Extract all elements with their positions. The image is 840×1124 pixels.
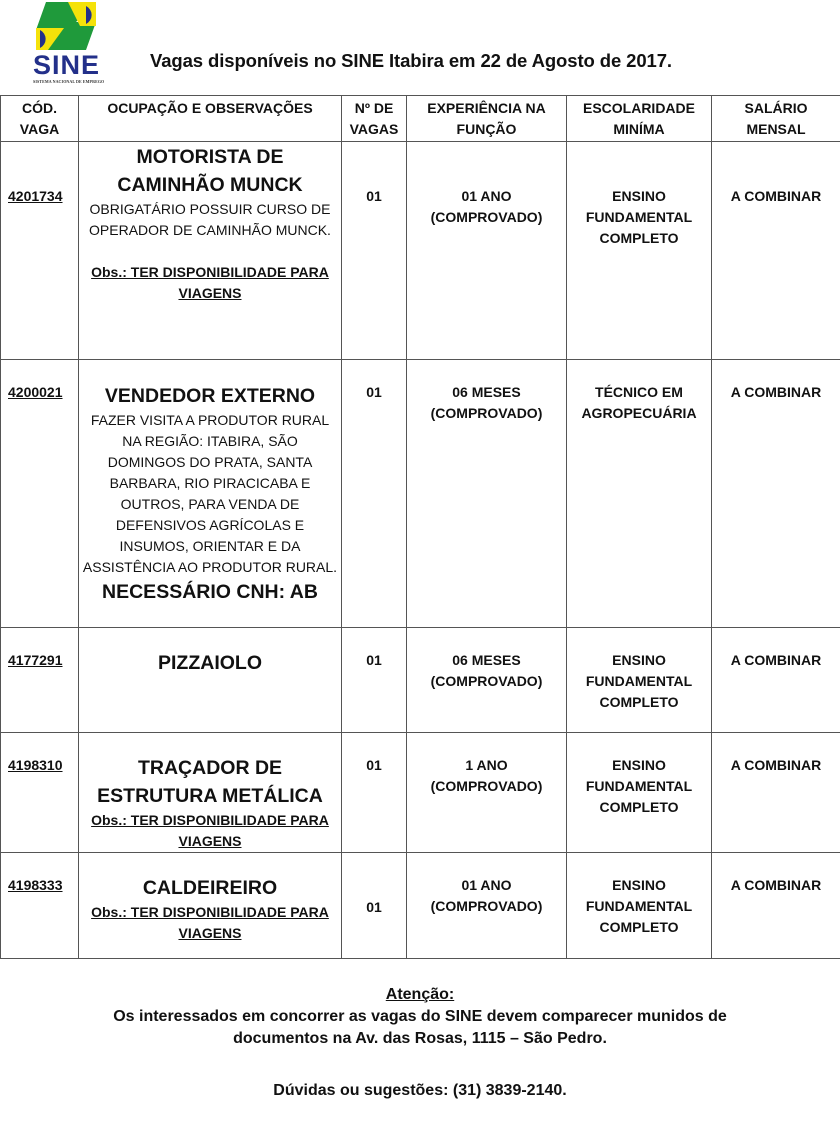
occupation-observation: Obs.: TER DISPONIBILIDADE PARA VIAGENS xyxy=(91,264,329,301)
table-row xyxy=(1,853,840,959)
header-salary: SALÁRIO MENSAL xyxy=(712,96,840,142)
table-header-row xyxy=(1,96,840,142)
occupation-requirement: NECESSÁRIO CNH: AB xyxy=(102,581,318,603)
occupation-description: FAZER VISITA A PRODUTOR RURAL NA REGIÃO: ITABIRA, SÃO DOMINGOS DO PRATA, SANTA BARBARA, RIO PIRACICABA E OUTROS, PARA VENDA DE DEFENSIVOS AGRÍCOLAS E INSUMOS, ORIENTAR E DA ASSISTÊNCIA AO PRODUTOR RURAL. xyxy=(82,412,338,575)
salary-cell: A COMBINAR xyxy=(712,733,840,853)
job-code-link[interactable]: 4200021 xyxy=(1,360,79,628)
table-row xyxy=(1,628,840,733)
occupation-cell xyxy=(79,733,342,853)
experience-cell: 1 ANO (COMPROVADO) xyxy=(407,733,567,853)
experience-cell: 01 ANO (COMPROVADO) xyxy=(407,142,567,360)
salary-cell: A COMBINAR xyxy=(712,628,840,733)
occupation-title: TRAÇADOR DE ESTRUTURA METÁLICA xyxy=(97,757,323,807)
vacancy-count: 01 xyxy=(342,142,407,360)
logo-subtitle: SISTEMA NACIONAL DE EMPREGO xyxy=(33,79,105,84)
education-cell: ENSINO FUNDAMENTAL COMPLETO xyxy=(567,142,712,360)
table-row xyxy=(1,733,840,853)
experience-cell: 06 MESES (COMPROVADO) xyxy=(407,360,567,628)
salary-cell: A COMBINAR xyxy=(712,853,840,959)
table-row xyxy=(1,360,840,628)
header-count: Nº DE VAGAS xyxy=(342,96,407,142)
occupation-cell xyxy=(79,628,342,733)
occupation-observation: Obs.: TER DISPONIBILIDADE PARA VIAGENS xyxy=(91,812,329,849)
education-cell: ENSINO FUNDAMENTAL COMPLETO xyxy=(567,853,712,959)
table-row xyxy=(1,142,840,360)
header-education: ESCOLARIDADE MINÍMA xyxy=(567,96,712,142)
occupation-title: PIZZAIOLO xyxy=(158,652,262,674)
vacancy-count: 01 xyxy=(342,360,407,628)
occupation-description: OBRIGATÁRIO POSSUIR CURSO DE OPERADOR DE CAMINHÃO MUNCK. xyxy=(89,201,331,238)
header-occupation: OCUPAÇÃO E OBSERVAÇÕES xyxy=(79,96,342,142)
logo-text: SINE xyxy=(33,50,101,80)
page-title: Vagas disponíveis no SINE Itabira em 22 de Agosto de 2017. xyxy=(150,50,672,71)
occupation-title: MOTORISTA DE CAMINHÃO MUNCK xyxy=(117,146,303,196)
attention-line-2: documentos na Av. das Rosas, 1115 – São Pedro. xyxy=(233,1030,607,1047)
attention-line-1: Os interessados em concorrer as vagas do SINE devem comparecer munidos de xyxy=(113,1008,727,1025)
header-experience: EXPERIÊNCIA NA FUNÇÃO xyxy=(407,96,567,142)
job-table xyxy=(0,95,840,959)
footer-notice xyxy=(0,984,840,1050)
experience-cell: 01 ANO (COMPROVADO) xyxy=(407,853,567,959)
experience-cell: 06 MESES (COMPROVADO) xyxy=(407,628,567,733)
occupation-title: CALDEIREIRO xyxy=(142,877,278,899)
vacancy-count: 01 xyxy=(342,628,407,733)
contact-info: Dúvidas ou sugestões: (31) 3839-2140. xyxy=(273,1082,567,1099)
vacancy-count: 01 xyxy=(342,733,407,853)
education-cell: ENSINO FUNDAMENTAL COMPLETO xyxy=(567,628,712,733)
job-code-link[interactable]: 4198333 xyxy=(1,853,79,959)
header-code: CÓD. VAGA xyxy=(1,96,79,142)
occupation-observation: Obs.: TER DISPONIBILIDADE PARA VIAGENS xyxy=(91,904,329,941)
salary-cell: A COMBINAR xyxy=(712,142,840,360)
occupation-cell xyxy=(79,142,342,360)
vacancy-count: 01 xyxy=(342,853,407,959)
job-code-link[interactable]: 4201734 xyxy=(1,142,79,360)
occupation-cell xyxy=(79,360,342,628)
education-cell: ENSINO FUNDAMENTAL COMPLETO xyxy=(567,733,712,853)
occupation-cell xyxy=(79,853,342,959)
job-code-link[interactable]: 4198310 xyxy=(1,733,79,853)
salary-cell: A COMBINAR xyxy=(712,360,840,628)
job-code-link[interactable]: 4177291 xyxy=(1,628,79,733)
education-cell: TÉCNICO EM AGROPECUÁRIA xyxy=(567,360,712,628)
attention-label: Atenção: xyxy=(385,986,455,1003)
occupation-title: VENDEDOR EXTERNO xyxy=(104,385,316,407)
